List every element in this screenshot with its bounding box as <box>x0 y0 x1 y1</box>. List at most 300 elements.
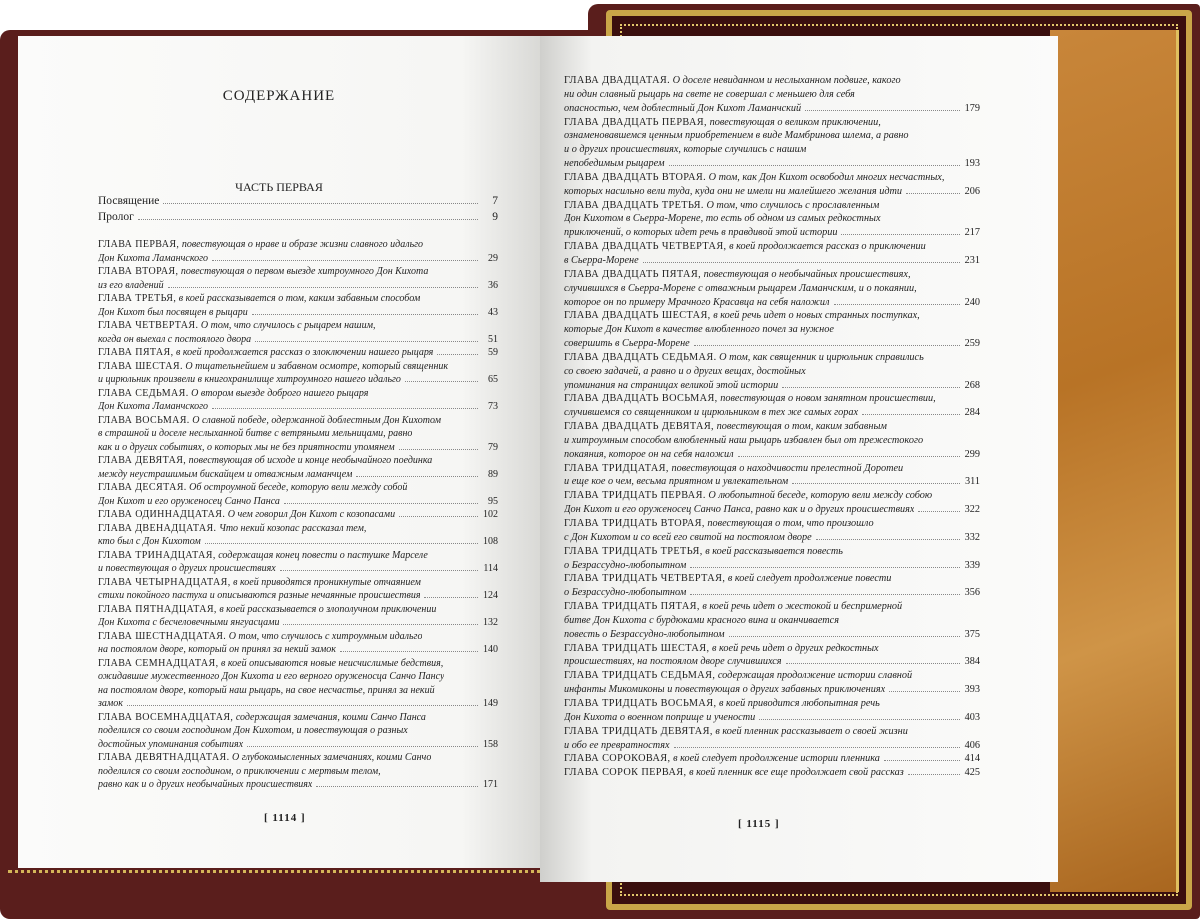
chapter-description: и хитроумным способом влюбленный наш рыцарь избавлен был от прежестокого <box>564 434 924 446</box>
entry-text <box>564 739 670 753</box>
entry-title: Посвящение <box>98 195 160 207</box>
entry-page: 403 <box>964 711 980 723</box>
entry-line <box>564 475 980 489</box>
entry-text <box>98 333 251 347</box>
entry-page: 132 <box>483 617 498 628</box>
entry-line <box>98 603 498 617</box>
chapter-label: ГЛАВА ТРИДЦАТЬ СЕДЬМАЯ, <box>564 670 716 682</box>
toc-entry <box>98 346 498 360</box>
toc-entry <box>98 292 498 319</box>
entry-text <box>98 427 412 441</box>
chapter-label: ГЛАВА ТРИДЦАТЬ ПЕРВАЯ. <box>564 490 706 502</box>
chapter-label: ГЛАВА ЧЕТЫРНАДЦАТАЯ, <box>98 576 231 588</box>
entry-line <box>564 226 980 240</box>
toc-entry <box>98 751 498 792</box>
entry-text <box>564 157 665 171</box>
chapter-description: ни один славный рыцарь на свете не совершал с меньшею для себя <box>564 88 855 100</box>
chapter-description: и цирюльник произвели в книгохранилище хитроумного нашего идальго <box>98 374 401 385</box>
chapter-description: в коей продолжается рассказ о злоключении нашего рыцаря <box>176 347 434 358</box>
chapter-description: Что некий козопас рассказал тем, <box>218 522 367 534</box>
dot-leader <box>834 304 961 305</box>
chapter-description: опасностью, чем доблестный Дон Кихот Ламанчский <box>564 102 802 114</box>
entry-text <box>564 392 936 406</box>
entry-text <box>564 129 909 143</box>
entry-line <box>564 545 980 559</box>
entry-text <box>98 778 312 792</box>
toc-entry <box>564 240 980 268</box>
entry-line <box>564 379 980 393</box>
entry-line <box>564 448 980 462</box>
chapter-label: ГЛАВА СОРОК ПЕРВАЯ, <box>564 767 687 779</box>
chapter-description: приключений, о которых идет речь в правдивой этой истории <box>564 227 838 239</box>
toc-entry <box>98 603 498 630</box>
entry-text <box>564 116 881 130</box>
entry-text <box>564 766 904 780</box>
dot-leader <box>690 567 960 568</box>
entry-page: 108 <box>483 536 498 547</box>
entry-line <box>564 199 980 213</box>
contents-heading: СОДЕРЖАНИЕ <box>222 88 336 104</box>
entry-line <box>98 738 498 752</box>
chapter-description: в коей пленник все еще продолжает свой рассказ <box>689 767 904 779</box>
dot-leader <box>424 597 478 598</box>
chapter-description: в коей речь идет о жестокой и беспримерной <box>702 601 903 613</box>
entry-line <box>564 74 980 88</box>
entry-line <box>98 441 498 455</box>
entry-text <box>98 346 433 360</box>
chapter-description: поделился со своим господином Дон Кихотом, и повествующая о разных <box>98 725 408 736</box>
chapter-description: между неустрашимым бискайцем и отважным ламанчцем <box>98 468 353 480</box>
entry-text <box>98 670 444 684</box>
dot-leader <box>280 570 478 571</box>
toc-entry <box>564 766 980 780</box>
chapter-label: ГЛАВА ВОСЕМНАДЦАТАЯ, <box>98 711 234 723</box>
toc-entry <box>98 265 498 292</box>
entry-text <box>564 143 806 157</box>
entry-page: 322 <box>964 504 980 516</box>
entry-text <box>98 697 123 711</box>
chapter-label: ГЛАВА СЕДЬМАЯ. <box>98 387 189 399</box>
entry-line <box>98 427 498 441</box>
entry-text <box>564 351 924 365</box>
chapter-label: ГЛАВА ДВАДЦАТЬ ПЯТАЯ, <box>564 268 702 280</box>
dot-leader <box>252 314 478 315</box>
entry-text <box>564 683 885 697</box>
entry-text <box>98 238 423 252</box>
entry-line <box>98 238 498 252</box>
dot-leader <box>782 387 960 388</box>
entry-line <box>564 337 980 351</box>
chapter-label: ГЛАВА ТРИДЦАТЬ ВТОРАЯ, <box>564 518 705 529</box>
entry-text <box>98 562 276 576</box>
toc-entry <box>98 210 498 226</box>
entry-text <box>98 414 441 428</box>
chapter-label: ГЛАВА ПЕРВАЯ, <box>98 239 180 250</box>
entry-line <box>564 683 980 697</box>
entry-line <box>564 309 980 323</box>
entry-line <box>98 549 498 563</box>
chapter-description: упоминания на страницах великой этой истории <box>564 379 779 391</box>
chapter-description: О любопытной беседе, которую вели между собою <box>708 490 933 502</box>
entry-page: 43 <box>488 306 498 318</box>
entry-line <box>564 406 980 420</box>
entry-text <box>564 337 690 351</box>
toc-entry <box>564 572 980 600</box>
chapter-description: когда он выехал с постоялого двора <box>98 333 252 345</box>
dot-leader <box>437 354 478 355</box>
entry-text <box>564 254 639 268</box>
dot-leader <box>884 760 960 761</box>
entry-page: 89 <box>488 468 498 480</box>
entry-line <box>98 508 498 522</box>
dot-leader <box>694 345 960 346</box>
dot-leader <box>212 260 478 261</box>
entry-text <box>98 508 395 522</box>
chapter-description: содержащая замечания, коими Санчо Панса <box>235 711 426 723</box>
chapter-label: ГЛАВА ДВАДЦАТЬ ВОСЬМАЯ, <box>564 393 718 405</box>
chapter-description: повествующая о находчивости прелестной Доротеи <box>671 462 904 474</box>
toc-entry <box>98 238 498 265</box>
entry-text <box>98 306 248 320</box>
endpaper <box>1050 30 1179 892</box>
toc-entry <box>98 508 498 522</box>
entry-text <box>564 171 944 185</box>
dot-leader <box>889 691 960 692</box>
chapter-description: содержащая продолжение истории славной <box>717 670 913 682</box>
toc-entry <box>564 199 980 241</box>
entry-text <box>564 669 912 683</box>
entry-line <box>564 559 980 573</box>
chapter-description: в коей продолжается рассказ о приключении <box>729 241 926 253</box>
chapter-description: содержащая конец повести о пастушке Марселе <box>218 549 428 561</box>
entry-page: 171 <box>483 779 498 790</box>
entry-text <box>564 365 806 379</box>
dot-leader <box>643 262 960 263</box>
dot-leader <box>138 219 478 220</box>
chapter-label: ГЛАВА ДВАДЦАТЬ СЕДЬМАЯ. <box>564 351 717 363</box>
entry-text <box>564 614 839 628</box>
entry-line <box>98 751 498 765</box>
entry-page: 332 <box>964 531 980 543</box>
dot-leader <box>674 747 960 748</box>
entry-page: 114 <box>483 563 498 574</box>
entry-text <box>564 448 734 462</box>
toc-entry <box>564 351 980 393</box>
entry-line <box>564 212 980 226</box>
entry-text <box>98 535 201 549</box>
entry-line <box>98 576 498 590</box>
entry-line <box>98 589 498 603</box>
dot-leader <box>247 746 478 747</box>
chapter-description: О том, что случилось с прославленным <box>706 199 880 211</box>
chapter-label: ГЛАВА ДВАДЦАТЬ ШЕСТАЯ, <box>564 310 711 322</box>
chapter-description: в коей приводятся проникнутые отчаянием <box>233 576 421 588</box>
entry-line <box>564 88 980 102</box>
entry-text <box>564 711 755 725</box>
entry-page: 393 <box>964 684 980 696</box>
chapter-description: Дон Кихот и его оруженосец Санчо Панса <box>98 495 280 507</box>
chapter-description: Об остроумной беседе, которую вели между собой <box>189 482 408 493</box>
entry-page: 284 <box>964 407 980 419</box>
entry-line <box>564 240 980 254</box>
entry-line <box>98 616 498 630</box>
chapter-description: Дон Кихота о военном поприще и учености <box>564 711 756 723</box>
chapter-label: ГЛАВА ТРИДЦАТЬ ДЕВЯТАЯ, <box>564 725 713 737</box>
chapter-label: ГЛАВА СОРОКОВАЯ, <box>564 753 671 765</box>
entry-line <box>98 630 498 644</box>
chapter-label: ГЛАВА ТРИДЦАТЬ ШЕСТАЯ, <box>564 642 710 654</box>
entry-line <box>564 296 980 310</box>
dot-leader <box>816 539 960 540</box>
chapter-description: непобедимым рыцарем <box>564 158 665 170</box>
toc-entry <box>98 711 498 752</box>
chapter-description: которых насильно вели туда, куда они не имели ни малейшего желания идти <box>564 185 903 197</box>
entry-line <box>564 392 980 406</box>
entry-line <box>564 282 980 296</box>
entry-text <box>98 387 368 401</box>
dot-leader <box>168 287 478 288</box>
chapter-description: О том, как Дон Кихот освободил многих несчастных, <box>708 171 945 183</box>
entry-line <box>98 684 498 698</box>
chapter-description: Дон Кихотом в Сьерра-Морене, то есть об одном из самых редкостных <box>564 213 881 225</box>
entry-text <box>98 751 431 765</box>
entry-text <box>98 549 428 563</box>
dot-leader <box>405 381 478 382</box>
entry-text <box>98 481 407 495</box>
entry-line <box>98 522 498 536</box>
chapter-description: достойных упоминания событиях <box>98 738 244 750</box>
dot-leader <box>738 456 960 457</box>
toc-entry <box>98 387 498 414</box>
entry-line <box>564 351 980 365</box>
entry-line <box>564 129 980 143</box>
entry-text <box>564 323 834 337</box>
entry-page: 29 <box>488 252 498 264</box>
entry-line <box>564 766 980 780</box>
chapter-description: и о других происшествиях, которые случились с нашим <box>564 144 807 156</box>
chapter-description: кто был с Дон Кихотом <box>98 536 201 547</box>
chapter-list-right <box>564 74 980 780</box>
entry-text <box>564 628 725 642</box>
entry-text <box>98 724 408 738</box>
entry-text <box>564 240 926 254</box>
entry-line <box>98 711 498 725</box>
entry-line <box>98 765 498 779</box>
dot-leader <box>729 636 960 637</box>
entry-text <box>98 616 279 630</box>
toc-entry <box>98 414 498 455</box>
entry-text <box>98 454 432 468</box>
dot-leader <box>283 624 478 625</box>
entry-text <box>564 642 879 656</box>
entry-line <box>98 279 498 293</box>
chapter-description: Дон Кихота с бесчеловечными янгуасцами <box>98 617 280 628</box>
entry-page: 149 <box>483 698 498 709</box>
entry-line <box>98 360 498 374</box>
toc-entry <box>564 517 980 545</box>
chapter-label: ГЛАВА ДЕВЯТАЯ, <box>98 455 187 466</box>
chapter-label: ГЛАВА ДЕСЯТАЯ. <box>98 482 187 493</box>
entry-line <box>98 481 498 495</box>
entry-line <box>564 697 980 711</box>
entry-page: 65 <box>488 374 498 385</box>
entry-line <box>98 535 498 549</box>
toc-entry <box>98 360 498 387</box>
entry-page: 384 <box>964 656 980 668</box>
dot-leader <box>399 516 478 517</box>
chapter-label: ГЛАВА ШЕСТАЯ. <box>98 360 183 372</box>
entry-text <box>564 296 830 310</box>
entry-line <box>564 531 980 545</box>
entry-line <box>98 306 498 320</box>
chapter-list-left <box>98 238 498 792</box>
entry-text <box>564 600 902 614</box>
entry-page: 259 <box>964 338 980 350</box>
toc-entry <box>98 194 498 210</box>
entry-text <box>564 655 782 669</box>
chapter-label: ГЛАВА ТРИДЦАТЬ ТРЕТЬЯ, <box>564 545 703 557</box>
chapter-description: в коей приводится любопытная речь <box>719 697 880 709</box>
entry-text <box>98 373 401 387</box>
entry-text <box>98 576 421 590</box>
dot-leader <box>255 341 478 342</box>
entry-page: 59 <box>488 347 498 358</box>
entry-line <box>98 252 498 266</box>
toc-entry <box>98 319 498 346</box>
entry-line <box>98 657 498 671</box>
entry-text <box>564 309 920 323</box>
entry-line <box>98 265 498 279</box>
entry-line <box>564 614 980 628</box>
entry-text <box>98 603 436 617</box>
entry-text <box>98 441 395 455</box>
entry-text <box>98 319 375 333</box>
entry-text <box>98 400 208 414</box>
entry-page: 231 <box>964 254 980 266</box>
toc-entry <box>564 420 980 462</box>
entry-title: Пролог <box>98 210 134 223</box>
chapter-label: ГЛАВА ВТОРАЯ, <box>98 266 179 277</box>
entry-line <box>564 434 980 448</box>
entry-line <box>564 462 980 476</box>
toc-entry <box>564 171 980 199</box>
dot-leader <box>862 414 960 415</box>
entry-text <box>98 643 336 657</box>
entry-page: 79 <box>488 441 498 453</box>
entry-page: 51 <box>488 333 498 345</box>
entry-line <box>564 586 980 600</box>
entry-line <box>564 628 980 642</box>
entry-line <box>98 778 498 792</box>
dot-leader <box>792 483 960 484</box>
entry-text <box>564 572 891 586</box>
toc-entry <box>564 489 980 517</box>
chapter-description: повесть о Безрассудно-любопытном <box>564 628 725 640</box>
dot-leader <box>399 449 478 450</box>
entry-page: 193 <box>964 158 980 170</box>
entry-text <box>564 725 908 739</box>
chapter-description: О том, что случилось с рыцарем нашим, <box>200 320 376 331</box>
chapter-description: инфанты Микомиконы и повествующая о других забавных приключениях <box>564 684 886 696</box>
toc-entry <box>98 522 498 549</box>
entry-text <box>564 475 788 489</box>
chapter-label: ГЛАВА ШЕСТНАДЦАТАЯ. <box>98 630 227 642</box>
entry-text <box>564 462 903 476</box>
chapter-description: повествующая об исходе и конце необычайного поединка <box>188 455 433 466</box>
entry-text <box>98 765 381 779</box>
entry-text <box>98 657 443 671</box>
chapter-description: со своею задачей, а равно и о других вещах, достойных <box>564 365 806 377</box>
entry-page: 95 <box>488 495 498 507</box>
right-page <box>540 36 1058 882</box>
chapter-description: и еще кое о чем, весьма приятном и увлекательном <box>564 476 789 488</box>
dot-leader <box>759 719 960 720</box>
toc-entry <box>564 752 980 766</box>
chapter-description: равно как и о других необычайных происшествиях <box>98 779 313 790</box>
chapter-label: ГЛАВА ТРИДЦАТАЯ, <box>564 462 669 474</box>
entry-line <box>98 319 498 333</box>
entry-line <box>98 454 498 468</box>
entry-text <box>564 489 932 503</box>
entry-line <box>564 323 980 337</box>
chapter-description: О тщательнейшем и забавном осмотре, который священник <box>185 360 449 372</box>
entry-line <box>564 572 980 586</box>
dot-leader <box>284 503 478 504</box>
chapter-description: Дон Кихот и его оруженосец Санчо Панса, равно как и о других происшествиях <box>564 504 915 516</box>
chapter-description: и обо ее превратностях <box>564 739 670 751</box>
entry-text <box>98 630 422 644</box>
dot-leader <box>316 786 478 787</box>
dot-leader <box>908 774 960 775</box>
dot-leader <box>690 594 960 595</box>
toc-entry <box>564 462 980 490</box>
chapter-description: случившемся со священником и цирюльником в тех же самых горах <box>564 407 859 419</box>
toc-entry <box>564 697 980 725</box>
dot-leader <box>127 705 478 706</box>
entry-text <box>98 495 280 509</box>
entry-page: 206 <box>964 185 980 197</box>
toc-entry <box>564 309 980 351</box>
chapter-description: о Безрассудно-любопытном <box>564 559 687 571</box>
toc-entry <box>564 392 980 420</box>
entry-line <box>98 387 498 401</box>
entry-line <box>564 420 980 434</box>
dot-leader <box>669 165 961 166</box>
entry-page: 158 <box>483 738 498 750</box>
toc-entry <box>564 268 980 310</box>
entry-line <box>98 724 498 738</box>
entry-page: 356 <box>964 587 980 599</box>
chapter-label: ГЛАВА ВОСЬМАЯ. <box>98 414 190 426</box>
chapter-description: повествующая о нраве и образе жизни славного идальго <box>181 239 424 250</box>
chapter-description: битве Дон Кихота с бурдюками красного вина и оканчивается <box>564 614 839 626</box>
chapter-label: ГЛАВА ДВАДЦАТЬ ВТОРАЯ. <box>564 171 707 183</box>
chapter-description: в коей следует продолжение повести <box>727 573 892 585</box>
chapter-description: о Безрассудно-любопытном <box>564 587 687 599</box>
dot-leader <box>786 663 960 664</box>
entry-line <box>564 365 980 379</box>
entry-line <box>564 503 980 517</box>
entry-page: 124 <box>483 590 498 601</box>
chapter-description: Дон Кихота Ламанчского <box>98 401 209 412</box>
entry-text <box>98 360 448 374</box>
dot-leader <box>918 511 960 512</box>
entry-line <box>564 711 980 725</box>
chapter-description: как и о других событиях, о которых мы не без приятности упомянем <box>98 441 395 453</box>
chapter-label: ГЛАВА ЧЕТВЕРТАЯ. <box>98 320 199 331</box>
chapter-description: в коей речь идет о других редкостных <box>712 642 879 654</box>
entry-page: 339 <box>964 559 980 571</box>
